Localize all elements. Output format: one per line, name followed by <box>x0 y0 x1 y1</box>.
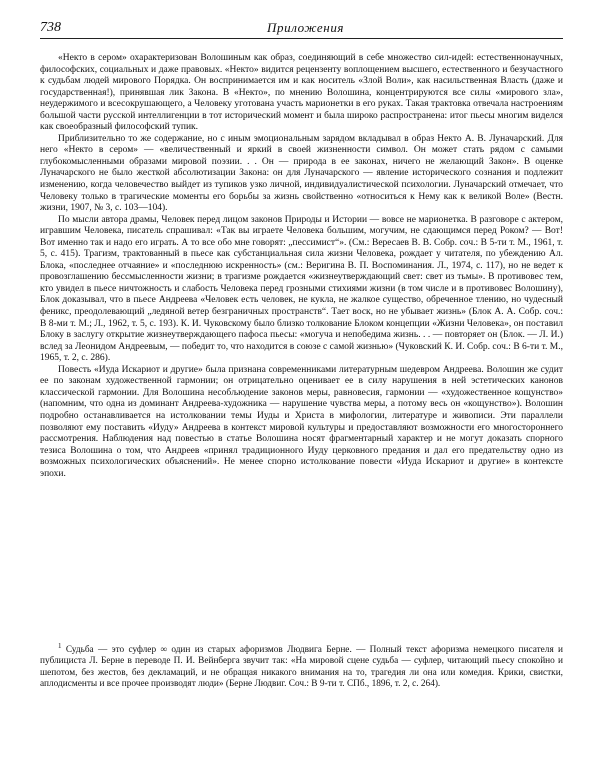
paragraph-3: По мысли автора драмы, Человек перед лицом законов Природы и Истории — вовсе не марионетка. В разговоре с актером, игравшим Человека, писатель спрашивал: «Так вы играете Человека большим, могучим, не сдающимся перед Роком? — Вот! Вот именно так и надо его играть. А то все обо мне говорят: „пессимист“». (См.: Вересаев В. В. Собр. соч.: В 5-ти т. М., 1961, т. 5, с. 415). Трагизм, трактованный в пьесе как субстанциальная сила жизни Человека, рождает у читателя, по убеждению Ал. Блока, «последнее отчаяние» и «последнюю искренность» (см.: Веригина В. П. Воспоминания. Л., 1974, с. 117), но не ведет к провозглашению бессмысленности жизни; в трагизме рождается «жизнеутверждающий свет: свет из тьмы». В противовес тем, кто увидел в пьесе ничтожность и слабость Человека перед грозными стихиями жизни (в том числе и в противовес Волошину), Блок доказывал, что в пьесе Андреева «Человек есть человек, не кукла, не жалкое существо, обреченное тлению, но чудесный феникс, преодолевающий „ледяной ветер безграничных пространств“. Тает воск, но не убывает жизнь» (Блок А. А. Собр. соч.: В 8-ми т. М.; Л., 1962, т. 5, с. 193). К. И. Чуковскому было близко толкование Блоком концепции «Жизни Человека», он поставил Блоку в заслугу открытие жизнеутверждающего пафоса пьесы: «могуча и непобедима жизнь. . . — повторяет он (Блок. — Л. И.) вслед за Леонидом Андреевым, — победит то, что находится в союзе с самой жизнью» (Чуковский К. И. Собр. соч.: В 6-ти т. М., 1965, т. 2, с. 286). <box>40 214 563 364</box>
footnote <box>40 641 563 690</box>
paragraph-1: «Некто в сером» охарактеризован Волошиным как образ, соединяющий в себе множество сил-идей: естественнонаучных, философских, социальных и даже правовых. «Некто» видится рецензенту воплощением высшего, естественного и безучастного к судьбам людей мирового Порядка. Он воспринимается им и как носитель «Злой Воли», как насильственная Власть (даже и государственная!), принявшая лик Закона. В «Некто», по мнению Волошина, концентрируются все силы «мирового зла», неудержимого и всесокрушающего, а Человеку уготована участь марионетки в его руках. Такая трактовка отвечала настроениям большой части русской интеллигенции в тот исторический момент и была широко распространена: итог пьесы многим виделся как своеобразный философский тупик. <box>40 53 563 133</box>
main-text <box>40 53 563 480</box>
footnote-text: Судьба — это суфлер ∞ один из старых афоризмов Людвига Берне. — Полный текст афоризма немецкого писателя и публициста Л. Берне в переводе П. И. Вейнберга звучит так: «На мировой сцене судьба — суфлер, читающий пьесу спокойно и шепотом, без жестов, без декламаций, и не обращая никакого внимания на то, трагедия ли она или комедия. Крики, свистки, аплодисменты и все прочее производят люди» (Берне Людвиг. Соч.: В 9-ти т. СПб., 1896, т. 2, с. 264). <box>40 645 564 689</box>
paragraph-2: Приблизительно то же содержание, но с иным эмоциональным зарядом вкладывал в образ Некто А. В. Луначарский. Для него «Некто в сером» — «величественный и яркий в своей жизненности символ. Он может стать рядом с самыми глубокомысленными образами мировой поэзии. . . Он — природа в ее законах, ничего не желающий Закон». В оценке Луначарского не было жесткой абсолютизации Закона: он для Луначарского — явление исторического сознания и подлежит изменению, когда человечество выйдет из тупиков узко личной, индивидуалистической психологии. Луначарский отмечает, что Человеку только в трагические моменты его борьбы за жизнь свойственно «относиться к Нему как к великой Воле» (Вестн. жизни, 1907, № 3, с. 103—104). <box>40 133 563 214</box>
page-header <box>40 16 563 38</box>
paragraph-4: Повесть «Иуда Искариот и другие» была признана современниками литературным шедевром Андреева. Волошин же судит ее по законам художественной гармонии; он отрицательно оценивает ее в силу нарушения в ней эстетических канонов классической гармонии. Для Волошина несобљюдение законов меры, равновесия, гармонии — «художественное кощунство» (напомним, что одна из доминант Андреева-художника — нарушение чувства меры, а потому весь он «кощунство»). Волошин подробно останавливается на истолковании темы Иуды и Христа в мифологии, литературе и живописи. Эти параллели позволяют ему поставить «Иуду» Андреева в контекст мировой культуры и предоставляют возможности его многостороннего рассмотрения. Наблюдения над повестью в статье Волошина носят фрагментарный характер и не могут доказать спорного тезиса Волошина о том, что Андреев «принял традиционного Иуду церковного предания и дал его предательству одно из возможных психологических объяснений». Не менее спорно истолкование повести «Иуда Искариот и другие» в контексте эпохи. <box>40 364 563 479</box>
footnote-marker: 1 <box>58 642 62 650</box>
running-title: Приложения <box>267 20 345 35</box>
header-rule <box>40 38 563 39</box>
footnote-paragraph <box>40 641 563 690</box>
page-number: 738 <box>40 20 61 35</box>
